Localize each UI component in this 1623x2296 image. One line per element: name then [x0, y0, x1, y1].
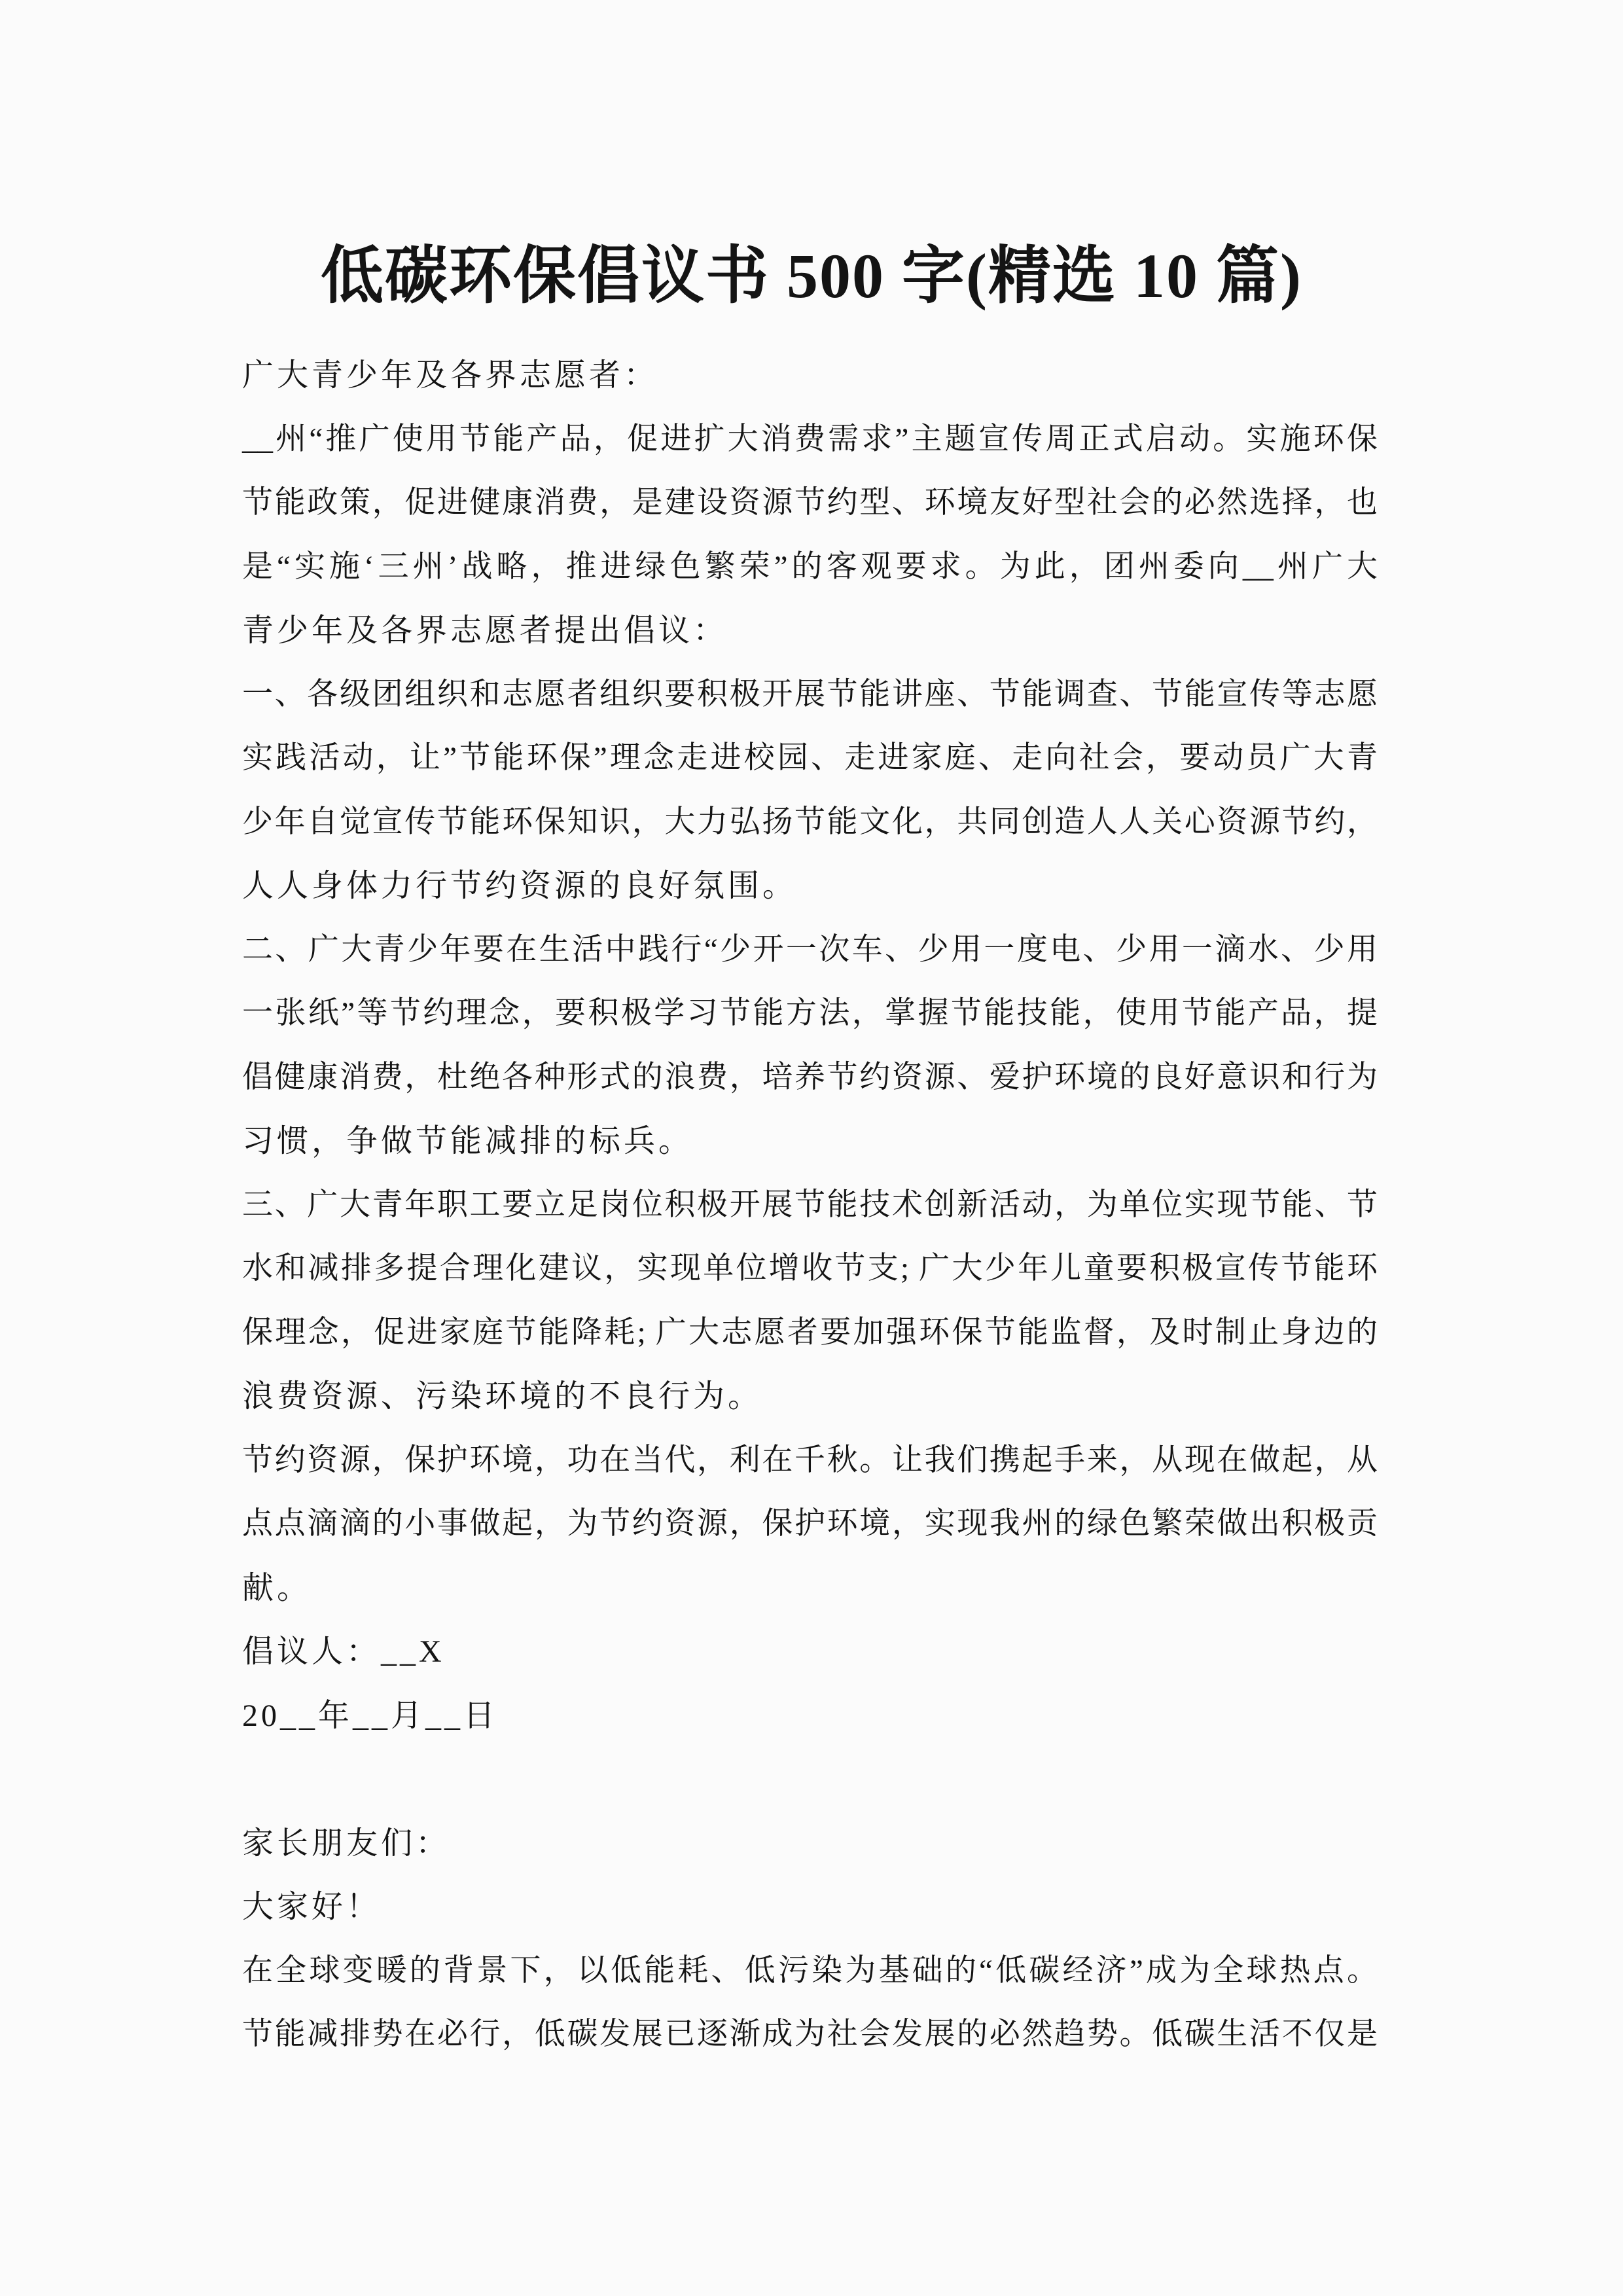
text-line: 家长朋友们：	[242, 1825, 451, 1861]
text-line: 少年自觉宣传节能环保知识，大力弘扬节能文化，共同创造人人关心资源节约，	[242, 804, 1378, 839]
text-line: 青少年及各界志愿者提出倡议：	[242, 613, 728, 648]
text-line: 倡健康消费，杜绝各种形式的浪费，培养节约资源、爱护环境的良好意识和行为	[242, 1060, 1378, 1094]
text-line: 习惯，争做节能减排的标兵。	[242, 1124, 694, 1158]
blank-line	[242, 1748, 1378, 1812]
text-line: 广大青少年及各界志愿者：	[242, 358, 659, 393]
text-line: 人人身体力行节约资源的良好氛围。	[242, 869, 798, 903]
text-line: 在全球变暖的背景下，以低能耗、低污染为基础的“低碳经济”成为全球热点。	[242, 1953, 1378, 1988]
text-line: 大家好！	[242, 1890, 382, 1924]
text-line: 二、广大青少年要在生活中践行“少开一次车、少用一度电、少用一滴水、少用	[242, 932, 1378, 967]
text-line: 一、各级团组织和志愿者组织要积极开展节能讲座、节能调查、节能宣传等志愿	[242, 677, 1378, 711]
text-line: 点点滴滴的小事做起，为节约资源，保护环境，实现我州的绿色繁荣做出积极贡	[242, 1507, 1378, 1541]
text-line: 一张纸”等节约理念，要积极学习节能方法，掌握节能技能，使用节能产品，提	[242, 996, 1378, 1030]
document-title: 低碳环保倡议书 500 字(精选 10 篇)	[321, 241, 1302, 312]
text-line: 是“实施‘三州’战略，推进绿色繁荣”的客观要求。为此，团州委向__州广大	[242, 549, 1378, 584]
document-body	[242, 344, 1378, 2067]
text-line: 献。	[242, 1570, 312, 1605]
text-line: 浪费资源、污染环境的不良行为。	[242, 1379, 763, 1414]
text-line: 节能政策，促进健康消费，是建设资源节约型、环境友好型社会的必然选择，也	[242, 486, 1378, 520]
text-line: 三、广大青年职工要立足岗位积极开展节能技术创新活动，为单位实现节能、节	[242, 1187, 1378, 1222]
text-line: 水和减排多提合理化建议，实现单位增收节支; 广大少年儿童要积极宣传节能环	[242, 1251, 1378, 1285]
text-line: __州“推广使用节能产品，促进扩大消费需求”主题宣传周正式启动。实施环保	[242, 422, 1378, 456]
text-line: 倡议人：__X	[242, 1634, 445, 1669]
text-line: 节约资源，保护环境，功在当代，利在千秋。让我们携起手来，从现在做起，从	[242, 1443, 1378, 1477]
text-line: 保理念，促进家庭节能降耗; 广大志愿者要加强环保节能监督，及时制止身边的	[242, 1315, 1378, 1350]
text-line: 20__年__月__日	[242, 1698, 499, 1733]
text-line: 节能减排势在必行，低碳发展已逐渐成为社会发展的必然趋势。低碳生活不仅是	[242, 2017, 1378, 2051]
text-line: 实践活动，让”节能环保”理念走进校园、走进家庭、走向社会，要动员广大青	[242, 741, 1378, 775]
